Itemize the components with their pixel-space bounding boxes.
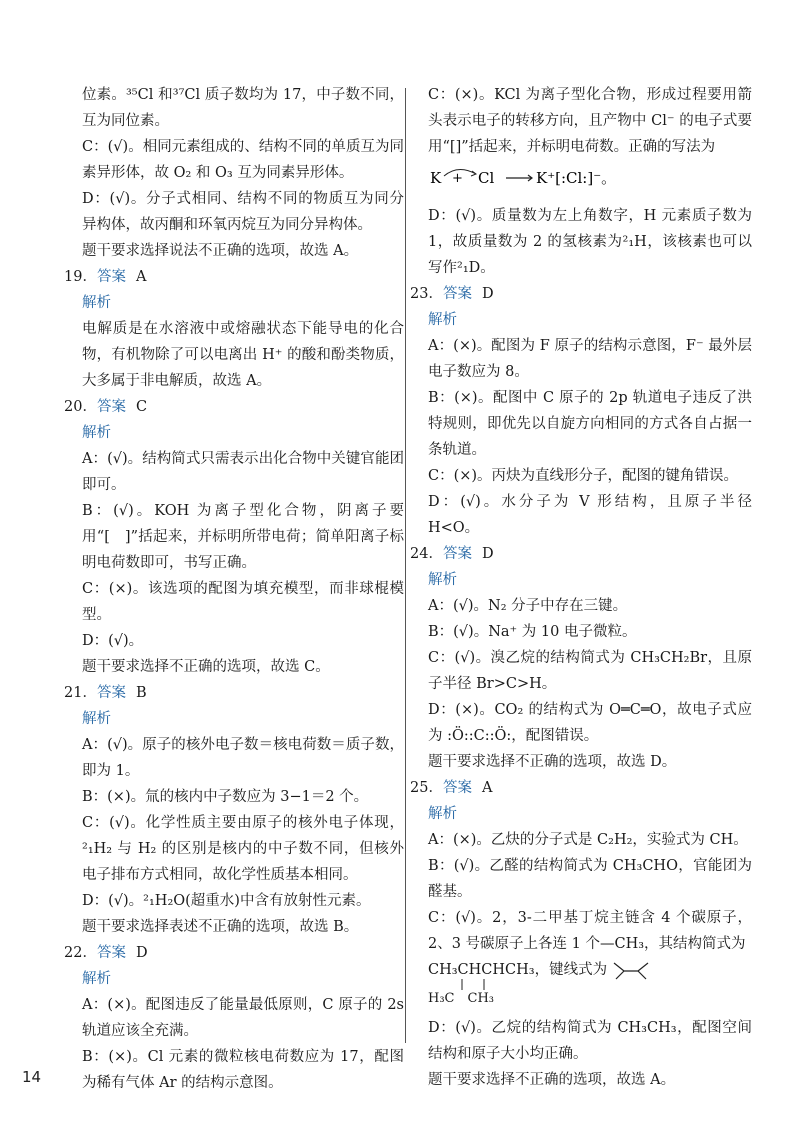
analysis-line: A：(√)。结构简式只需表示出化合物中关键官能团即可。 <box>82 451 404 493</box>
formula-plus: + <box>452 171 463 186</box>
answer-24 <box>410 541 752 567</box>
analysis-label: 解析 <box>82 425 111 441</box>
answer-value: C <box>135 399 148 415</box>
struct-main-chain: CH₃CHCHCH₃，键线式为 <box>428 962 608 978</box>
analysis-line: C：(√)。2，3-二甲基丁烷主链含 4 个碳原子，2、3 号碳原子上各连 1 个—CH₃，其结构简式为 <box>428 910 752 952</box>
analysis-line: B：(×)。配图中 C 原子的 2p 轨道电子违反了洪特规则，即优先以自旋方向相同的方式各自占据一条轨道。 <box>428 390 752 458</box>
analysis-line: 题干要求选择不正确的选项，故选 C。 <box>82 659 330 675</box>
struct-branches: H₃C CH₃ <box>428 991 494 1006</box>
answer-value: D <box>135 945 148 961</box>
question-number: 21． <box>64 685 97 701</box>
answer-label: 答案 <box>96 945 126 961</box>
analysis-line: B：(×)。氚的核内中子数应为 3−1＝2 个。 <box>82 789 369 805</box>
structural-formula <box>428 959 752 1011</box>
answer-value: B <box>135 685 147 701</box>
analysis-line: A：(√)。原子的核外电子数＝核电荷数＝质子数，即为 1。 <box>82 737 404 779</box>
analysis-line: B：(√)。Na⁺ 为 10 电子微粒。 <box>428 624 637 640</box>
analysis-label: 解析 <box>428 806 457 822</box>
answer-value: D <box>481 286 494 302</box>
kcl-formation-diagram <box>428 162 668 192</box>
page-number: 14 <box>22 1068 42 1086</box>
struct-top <box>428 959 656 981</box>
analysis-line: A：(×)。乙炔的分子式是 C₂H₂，实验式为 CH。 <box>428 832 748 848</box>
analysis-line: B：(√)。乙醛的结构简式为 CH₃CHO，官能团为醛基。 <box>428 858 752 900</box>
analysis-line: D：(√)。 <box>82 633 144 649</box>
analysis-line: C：(×)。KCl 为离子型化合物，形成过程要用箭头表示电子的转移方向，且产物中 Cl⁻ 的电子式要用“[]”括起来，并标明电荷数。正确的写法为 <box>428 87 752 155</box>
analysis-line: D：(√)。质量数为左上角数字，H 元素质子数为 1，故质量数为 2 的氢核素为²₁H，该核素也可以写作²₁D。 <box>428 208 752 276</box>
answer-19 <box>64 264 404 290</box>
analysis-line: 题干要求选择不正确的选项，故选 D。 <box>428 754 677 770</box>
answer-value: D <box>481 546 494 562</box>
analysis-line: 题干要求选择不正确的选项，故选 A。 <box>428 1072 676 1088</box>
analysis-line: C：(√)。溴乙烷的结构简式为 CH₃CH₂Br，且原子半径 Br>C>H。 <box>428 650 752 692</box>
analysis-line: A：(√)。N₂ 分子中存在三键。 <box>428 598 628 614</box>
answer-25 <box>410 775 752 801</box>
intro-line: D：(√)。分子式相同、结构不同的物质互为同分异构体，故丙酮和环氧丙烷互为同分异构体。 <box>82 191 404 233</box>
intro-line: C：(√)。相同元素组成的、结构不同的单质互为同素异形体，故 O₂ 和 O₃ 互为同素异形体。 <box>82 139 404 181</box>
answer-label: 答案 <box>442 546 472 562</box>
left-column <box>64 82 404 1096</box>
intro-line: 位素。³⁵Cl 和³⁷Cl 质子数均为 17，中子数不同，互为同位素。 <box>82 87 404 129</box>
answer-label: 答案 <box>96 269 126 285</box>
analysis-line: C：(×)。该选项的配图为填充模型，而非球棍模型。 <box>82 581 404 623</box>
answer-label: 答案 <box>96 685 126 701</box>
analysis-line: B：(√)。KOH 为离子型化合物，阴离子要用“[ ]”括起来，并标明所带电荷；简单阳离子标明电荷数即可，书写正确。 <box>82 503 404 571</box>
answer-20 <box>64 394 404 420</box>
question-number: 20． <box>64 399 97 415</box>
analysis-line: D：(×)。CO₂ 的结构式为 O═C═O，故电子式应为 :Ö::C::Ö:，配图错误。 <box>428 702 752 744</box>
intro-line: 题干要求选择说法不正确的选项，故选 A。 <box>82 243 359 259</box>
analysis-line: B：(×)。Cl 元素的微粒核电荷数应为 17，配图为稀有气体 Ar 的结构示意图。 <box>82 1049 404 1091</box>
analysis-label: 解析 <box>428 572 457 588</box>
question-number: 24． <box>410 546 443 562</box>
answer-21 <box>64 680 404 706</box>
question-number: 19． <box>64 269 97 285</box>
kcl-formation-formula <box>428 162 752 201</box>
analysis-label: 解析 <box>428 312 457 328</box>
question-number: 25． <box>410 780 443 796</box>
answer-22 <box>64 940 404 966</box>
question-number: 22． <box>64 945 97 961</box>
skeletal-formula-icon <box>612 959 656 981</box>
analysis-line: 电解质是在水溶液中或熔融状态下能导电的化合物，有机物除了可以电离出 H⁺ 的酸和酚类物质，大多属于非电解质，故选 A。 <box>82 321 404 389</box>
answer-label: 答案 <box>442 780 472 796</box>
answer-label: 答案 <box>96 399 126 415</box>
answer-value: A <box>135 269 147 285</box>
formula-product: K⁺[:Cl:]⁻。 <box>536 169 617 187</box>
analysis-line: D：(√)。²₁H₂O(超重水)中含有放射性元素。 <box>82 893 371 909</box>
analysis-line: A：(×)。配图违反了能量最低原则，C 原子的 2s 轨道应该全充满。 <box>82 997 404 1039</box>
question-number: 23． <box>410 286 443 302</box>
formula-cl: Cl <box>478 169 495 187</box>
analysis-line: 题干要求选择表述不正确的选项，故选 B。 <box>82 919 359 935</box>
analysis-label: 解析 <box>82 295 111 311</box>
answer-label: 答案 <box>442 286 472 302</box>
analysis-line: C：(√)。化学性质主要由原子的核外电子体现，²₁H₂ 与 H₂ 的区别是核内的中子数不同，但核外电子排布方式相同，故化学性质基本相同。 <box>82 815 404 883</box>
column-divider <box>405 88 406 1043</box>
right-column <box>410 82 752 1093</box>
formula-k: K <box>430 169 442 187</box>
analysis-line: D：(√)。水分子为 V 形结构，且原子半径 H<O。 <box>428 494 752 536</box>
analysis-label: 解析 <box>82 711 111 727</box>
analysis-line: C：(×)。丙炔为直线形分子，配图的键角错误。 <box>428 468 739 484</box>
analysis-line: A：(×)。配图为 F 原子的结构示意图，F⁻ 最外层电子数应为 8。 <box>428 338 752 380</box>
analysis-label: 解析 <box>82 971 111 987</box>
analysis-line: D：(√)。乙烷的结构简式为 CH₃CH₃，配图空间结构和原子大小均正确。 <box>428 1020 752 1062</box>
answer-23 <box>410 281 752 307</box>
answer-value: A <box>481 780 493 796</box>
